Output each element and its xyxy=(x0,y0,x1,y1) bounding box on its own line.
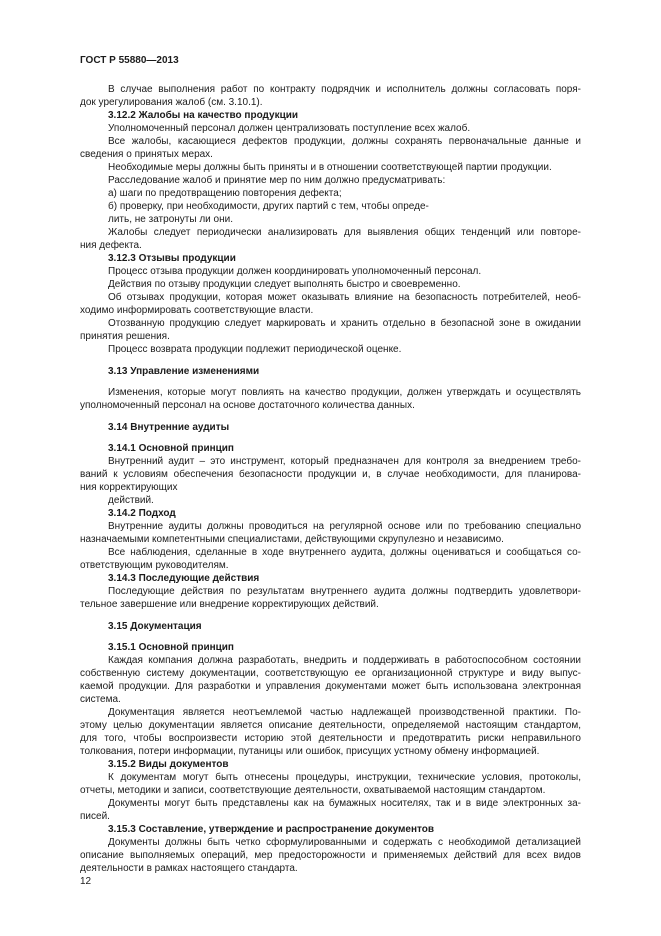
text-line: 3.14.1 Основной принцип xyxy=(108,443,234,454)
text-line: каемой продукции. Для разработки и управления документами может быть использована электронная xyxy=(80,681,581,692)
paragraph xyxy=(80,278,581,291)
subsection-heading xyxy=(80,641,581,654)
paragraph xyxy=(80,386,581,412)
paragraph xyxy=(80,187,581,200)
subsection-heading xyxy=(80,823,581,836)
text-line: Уполномоченный персонал должен централизовать поступление всех жалоб. xyxy=(108,123,471,134)
text-line: б) проверку, при необходимости, других партий с тем, чтобы опреде- xyxy=(108,201,429,212)
paragraph xyxy=(80,654,581,706)
page-number: 12 xyxy=(80,876,92,887)
paragraph xyxy=(80,135,581,161)
text-line: 3.14.2 Подход xyxy=(108,508,176,519)
text-line: Все жалобы, касающиеся дефектов продукции, должны сохранять первоначальные данные и xyxy=(108,136,581,147)
paragraph xyxy=(80,546,581,572)
text-line: Документы могут быть представлены как на бумажных носителях, так и в виде электронных за- xyxy=(108,798,581,809)
text-line: Процесс отзыва продукции должен координировать уполномоченный персонал. xyxy=(108,266,482,277)
text-line: Процесс возврата продукции подлежит периодической оценке. xyxy=(108,344,402,355)
text-line: действий. xyxy=(108,495,154,506)
paragraph xyxy=(80,520,581,546)
paragraph xyxy=(80,455,581,507)
text-line: Жалобы следует периодически анализировать для выявления общих тенденций или повторе- xyxy=(108,227,581,238)
text-line: деятельности в рамках настоящего стандарта. xyxy=(80,863,298,874)
text-line: ответствующим руководителям. xyxy=(80,560,229,571)
text-line: 3.14 Внутренние аудиты xyxy=(108,422,230,433)
paragraph xyxy=(80,265,581,278)
text-line: описание выполняемых операций, мер предосторожности и применяемых действий для всех видов xyxy=(80,850,581,861)
text-line: система. xyxy=(80,694,121,705)
document-header: ГОСТ Р 55880—2013 xyxy=(80,55,179,66)
text-line: 3.14.3 Последующие действия xyxy=(108,573,260,584)
text-line: собственную систему документации, соответствующую ее организационной структуре и виду выпус- xyxy=(80,668,581,679)
text-line: принятия решения. xyxy=(80,331,170,342)
text-line: этому целью документации является описание деятельности, определяемой настоящим стандартом, xyxy=(80,720,581,731)
document-body xyxy=(80,83,581,875)
text-line: 3.12.3 Отзывы продукции xyxy=(108,253,236,264)
text-line: 3.15.3 Составление, утверждение и распространение документов xyxy=(108,824,435,835)
text-line: Внутренний аудит – это инструмент, который предназначен для контроля за внедрением требо- xyxy=(108,456,581,467)
text-line: тельное завершение или внедрение корректирующих действий. xyxy=(80,599,379,610)
section-heading xyxy=(80,620,581,633)
subsection-heading xyxy=(80,109,581,122)
text-line: назначаемыми компетентными специалистами, действующими скрупулезно и независимо. xyxy=(80,534,504,545)
text-line: 3.13 Управление изменениями xyxy=(108,366,260,377)
text-line: Отозванную продукцию следует маркировать и хранить отдельно в безопасной зоне в ожидании xyxy=(108,318,581,329)
subsection-heading xyxy=(80,442,581,455)
paragraph xyxy=(80,343,581,356)
text-line: В случае выполнения работ по контракту подрядчик и исполнитель должны согласовать поря- xyxy=(108,84,581,95)
paragraph xyxy=(80,771,581,797)
text-line: Каждая компания должна разработать, внедрить и поддерживать в работоспособном состоянии xyxy=(108,655,581,666)
text-line: отчеты, методики и записи, соответствующие деятельности, охватываемой настоящим стандартом. xyxy=(80,785,546,796)
text-line: ходимо информировать соответствующие власти. xyxy=(80,305,314,316)
paragraph xyxy=(80,585,581,611)
subsection-heading xyxy=(80,758,581,771)
text-line: для того, чтобы воспроизвести историю этой деятельности и предотвратить риски неправильного xyxy=(80,733,581,744)
text-line: ния дефекта. xyxy=(80,240,142,251)
text-line: Внутренние аудиты должны проводиться на регулярной основе или по требованию специально xyxy=(108,521,581,532)
text-line: Действия по отзыву продукции следует выполнять быстро и своевременно. xyxy=(108,279,461,290)
text-line: Необходимые меры должны быть приняты и в отношении соответствующей партии продукции. xyxy=(108,162,552,173)
paragraph xyxy=(80,226,581,252)
paragraph xyxy=(80,161,581,174)
paragraph xyxy=(80,174,581,187)
subsection-heading xyxy=(80,572,581,585)
text-line: лить, не затронуты ли они. xyxy=(108,214,233,225)
text-line: Документация является неотъемлемой частью надлежащей производственной практики. По- xyxy=(108,707,581,718)
text-line: Документы должны быть четко сформулированными и содержать с необходимой детализацией xyxy=(108,837,581,848)
section-heading xyxy=(80,421,581,434)
text-line: 3.15 Документация xyxy=(108,621,202,632)
paragraph xyxy=(80,317,581,343)
paragraph xyxy=(80,706,581,758)
paragraph xyxy=(80,836,581,875)
text-line: док урегулирования жалоб (см. 3.10.1). xyxy=(80,97,263,108)
text-line: сведения о принятых мерах. xyxy=(80,149,213,160)
text-line: 3.15.2 Виды документов xyxy=(108,759,229,770)
text-line: Последующие действия по результатам внутреннего аудита должны подтвердить удовлетвори- xyxy=(108,586,581,597)
text-line: Об отзывах продукции, которая может оказывать влияние на безопасность потребителей, необ- xyxy=(108,292,581,303)
text-line: Все наблюдения, сделанные в ходе внутреннего аудита, должны оцениваться и сообщаться со- xyxy=(108,547,581,558)
section-heading xyxy=(80,365,581,378)
text-line: толкования, потери информации, путаницы или ошибок, присущих устному обмену информацией. xyxy=(80,746,540,757)
text-line: а) шаги по предотвращению повторения дефекта; xyxy=(108,188,342,199)
text-line: ния корректирующих xyxy=(80,482,178,493)
paragraph xyxy=(80,797,581,823)
text-line: 3.12.2 Жалобы на качество продукции xyxy=(108,110,299,121)
paragraph xyxy=(80,291,581,317)
text-line: 3.15.1 Основной принцип xyxy=(108,642,234,653)
paragraph xyxy=(80,200,581,226)
text-line: К документам могут быть отнесены процедуры, инструкции, технические условия, протоколы, xyxy=(108,772,581,783)
text-line: уполномоченный персонал на основе достаточного количества данных. xyxy=(80,400,415,411)
subsection-heading xyxy=(80,507,581,520)
text-line: писей. xyxy=(80,811,110,822)
text-line: Расследование жалоб и принятие мер по ним должно предусматривать: xyxy=(108,175,446,186)
text-line: ваний к условиям обеспечения безопасности продукции и, в случае необходимости, для планирова- xyxy=(80,469,581,480)
text-line: Изменения, которые могут повлиять на качество продукции, должен утверждать и осуществлять xyxy=(108,387,581,398)
paragraph xyxy=(80,83,581,109)
paragraph xyxy=(80,122,581,135)
subsection-heading xyxy=(80,252,581,265)
